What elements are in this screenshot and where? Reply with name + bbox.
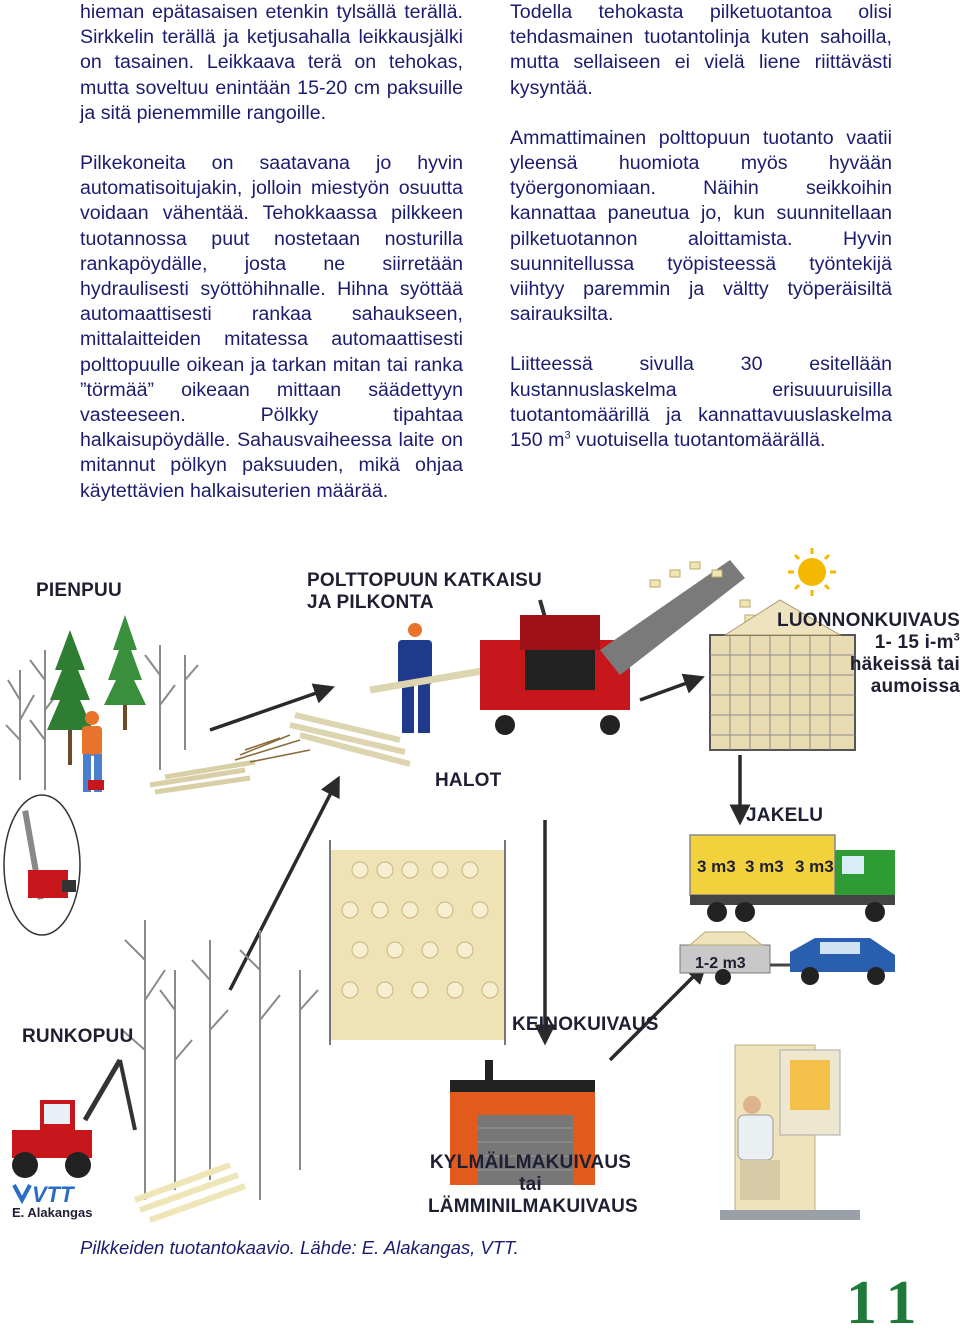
arrow-runkopuu-to-halot bbox=[230, 785, 335, 990]
paragraph bbox=[510, 352, 892, 453]
forest-machine bbox=[12, 1060, 135, 1178]
right-text-column bbox=[510, 0, 892, 478]
arrow-katkaisu-to-luonnonkuivaus bbox=[640, 680, 695, 700]
paragraph: Pilkekoneita on saatavana jo hyvin automatisoitujakin, jolloin miestyön osuutta voidaan vähentää. Tehokkaassa pilkkeen tuotannossa puut nostetaan nosturilla rankapöydälle, josta ne siirretään hydraulisesti syöttöhihnalle. Hihna syöttää automaattisesti rankaa sahaukseen, mittalaitteiden mitatessa automaattisesti polttopuulle oikean ja tarkan mitan tai ranka ”törmää” oikeaan mittaan säädettyyn vasteeseen. Pölkky tipahtaa halkaisupöydälle. Sahausvaiheessa laite on mitannut pölkyn paksuuden, mikä ohjaa käytettävien halkaisuterien määrää. bbox=[80, 152, 463, 502]
superscript: 3 bbox=[564, 429, 571, 442]
branches bbox=[235, 735, 310, 762]
paragraph: hieman epätasaisen etenkin tylsällä terällä. Sirkkelin terällä ja ketjusahalla leikkausjälki on tasainen. Leikkaava terä on tehokas, mutta soveltuu enintään 15-20 cm paksuille ja sitä pienemmille rangoille. bbox=[80, 1, 463, 124]
firewood-stack bbox=[330, 840, 505, 1045]
runkopuu-forest bbox=[122, 920, 318, 1200]
paragraph: Ammattimainen polttopuun tuotanto vaatii yleensä huomiota myös hyvään työergonomiaan. Näihin seikkoihin kannattaa paneutua jo, kun suunnitellaan pilketuotannon aloittamista. Hyvin suunnitellussa työpisteessä työntekijä viihtyy paremmin ja vältty työperäisiltä sairauksilta. bbox=[510, 126, 892, 326]
sun-icon bbox=[788, 548, 836, 596]
svg-text:VTT: VTT bbox=[32, 1182, 74, 1207]
left-text-column bbox=[80, 0, 463, 529]
label-luonnonkuivaus: LUONNONKUIVAUS 1- 15 $i-m^3$ häkeissä tai aumoissa bbox=[777, 610, 960, 697]
chainsaw-inset bbox=[4, 795, 80, 935]
truck-cargo-label: 3 m3 bbox=[795, 857, 834, 876]
paragraph-text: vuotuisella tuotantomäärällä. bbox=[570, 429, 826, 452]
label-kylmailmakuivaus: KYLMÄILMAKUIVAUS tai LÄMMINILMAKUIVAUS bbox=[428, 1152, 638, 1217]
label-runkopuu: RUNKOPUU bbox=[22, 1026, 134, 1047]
label-halot: HALOT bbox=[435, 770, 502, 791]
truck-cargo-label: 3 m3 bbox=[745, 857, 784, 876]
label-keinokuivaus: KEINOKUIVAUS bbox=[512, 1014, 659, 1035]
vtt-logo bbox=[14, 1182, 75, 1207]
delivery-truck bbox=[690, 835, 895, 922]
bottom-log-pile bbox=[135, 1165, 245, 1220]
paragraph-text: Liitteessä sivulla 30 esitellään kustannuslaskelma erisuuuruisilla tuotantomäärillä ja kannattavuuslaskelma 150 m bbox=[510, 353, 892, 452]
car-with-trailer bbox=[680, 932, 895, 985]
fireplace-scene bbox=[720, 1045, 860, 1220]
arrow-pienpuu-to-katkaisu bbox=[210, 690, 325, 730]
small-log-pile bbox=[150, 762, 255, 792]
production-diagram bbox=[0, 540, 960, 1230]
label-katkaisu: POLTTOPUUN KATKAISU JA PILKONTA bbox=[307, 570, 542, 613]
label-pienpuu: PIENPUU bbox=[36, 580, 122, 601]
trailer-cargo-label: 1-2 m3 bbox=[695, 955, 746, 972]
truck-cargo-label: 3 m3 bbox=[697, 857, 736, 876]
author-label: E. Alakangas bbox=[12, 1205, 93, 1220]
page-number: 11 bbox=[846, 1269, 929, 1337]
pienpuu-forest bbox=[6, 615, 310, 792]
long-log-pile bbox=[290, 715, 410, 764]
label-jakelu: JAKELU bbox=[746, 805, 824, 826]
spruce-tree bbox=[104, 615, 146, 730]
paragraph: Todella tehokasta pilketuotantoa olisi tehdasmainen tuotantolinja kuten sahoilla, mutta sellaiseen ei vielä liene riittävästi kysyntää. bbox=[510, 1, 892, 99]
figure-caption: Pilkkeiden tuotantokaavio. Lähde: E. Alakangas, VTT. bbox=[80, 1237, 519, 1258]
